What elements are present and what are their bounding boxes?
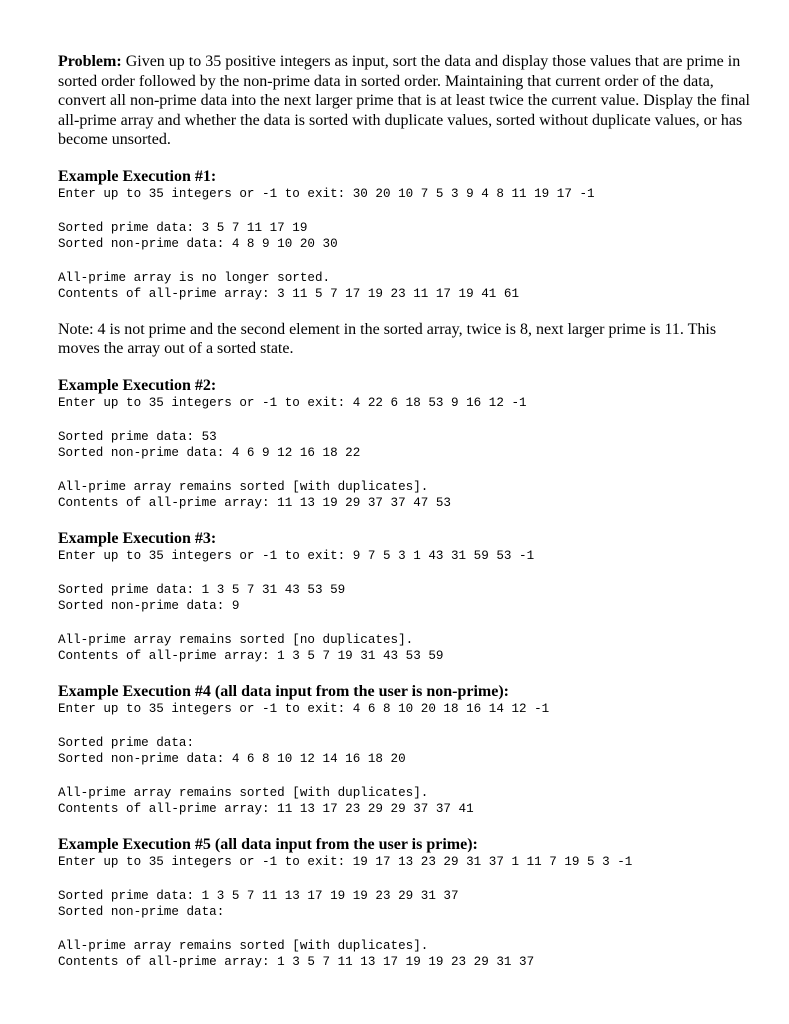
sorted-prime-line: Sorted prime data: 1 3 5 7 11 13 17 19 19 23 29 31 37 [58, 888, 459, 903]
problem-label: Problem: [58, 53, 122, 70]
problem-statement [58, 52, 758, 150]
prompt-line: Enter up to 35 integers or -1 to exit: 4 22 6 18 53 9 16 12 -1 [58, 396, 527, 410]
prompt-line: Enter up to 35 integers or -1 to exit: 4 6 8 10 20 18 16 14 12 -1 [58, 702, 550, 716]
status-line: All-prime array remains sorted [with duplicates]. [58, 938, 429, 953]
document-page [58, 52, 758, 971]
sorted-prime-line: Sorted prime data: [58, 735, 195, 750]
example-heading: Example Execution #5 (all data input from the user is prime): [58, 835, 478, 853]
contents-line: Contents of all-prime array: 3 11 5 7 17 19 23 11 17 19 41 61 [58, 287, 520, 301]
example-4 [58, 682, 758, 818]
status-line: All-prime array remains sorted [with duplicates]. [58, 785, 429, 800]
status-line: All-prime array is no longer sorted. [58, 270, 331, 285]
example-heading: Example Execution #2: [58, 376, 217, 394]
sorted-nonprime-line: Sorted non-prime data: 4 6 9 12 16 18 22 [58, 446, 361, 460]
contents-line: Contents of all-prime array: 11 13 17 23 29 29 37 37 41 [58, 802, 474, 816]
contents-line: Contents of all-prime array: 11 13 19 29 37 37 47 53 [58, 496, 451, 510]
contents-line: Contents of all-prime array: 1 3 5 7 11 13 17 19 19 23 29 31 37 [58, 955, 535, 969]
example-2 [58, 376, 758, 512]
sorted-nonprime-line: Sorted non-prime data: 9 [58, 599, 240, 613]
contents-line: Contents of all-prime array: 1 3 5 7 19 31 43 53 59 [58, 649, 444, 663]
prompt-line: Enter up to 35 integers or -1 to exit: 9 7 5 3 1 43 31 59 53 -1 [58, 549, 535, 563]
prompt-line: Enter up to 35 integers or -1 to exit: 30 20 10 7 5 3 9 4 8 11 19 17 -1 [58, 187, 595, 201]
sorted-nonprime-line: Sorted non-prime data: 4 6 8 10 12 14 16 18 20 [58, 752, 406, 766]
example-1 [58, 167, 758, 303]
sorted-nonprime-line: Sorted non-prime data: [58, 905, 225, 919]
note-paragraph: Note: 4 is not prime and the second element in the sorted array, twice is 8, next larger prime is 11. This moves the array out of a sorted state. [58, 320, 717, 357]
sorted-prime-line: Sorted prime data: 3 5 7 11 17 19 [58, 220, 308, 235]
status-line: All-prime array remains sorted [with duplicates]. [58, 479, 429, 494]
prompt-line: Enter up to 35 integers or -1 to exit: 19 17 13 23 29 31 37 1 11 7 19 5 3 -1 [58, 855, 633, 869]
problem-text: Given up to 35 positive integers as input, sort the data and display those values that are prime in sorted order followed by the non-prime data in sorted order. Maintaining that current order of the data, convert all non-prime data into the next larger prime that is at least twice the current value. Display the final all-prime array and whether the data is sorted with duplicate values, sorted without duplicate values, or has become unsorted. [58, 53, 750, 148]
example-heading: Example Execution #4 (all data input from the user is non-prime): [58, 682, 509, 700]
sorted-prime-line: Sorted prime data: 53 [58, 429, 217, 444]
example-5 [58, 835, 758, 971]
example-heading: Example Execution #3: [58, 529, 217, 547]
sorted-prime-line: Sorted prime data: 1 3 5 7 31 43 53 59 [58, 582, 346, 597]
status-line: All-prime array remains sorted [no duplicates]. [58, 632, 414, 647]
sorted-nonprime-line: Sorted non-prime data: 4 8 9 10 20 30 [58, 237, 338, 251]
example-heading: Example Execution #1: [58, 167, 217, 185]
example-3 [58, 529, 758, 665]
